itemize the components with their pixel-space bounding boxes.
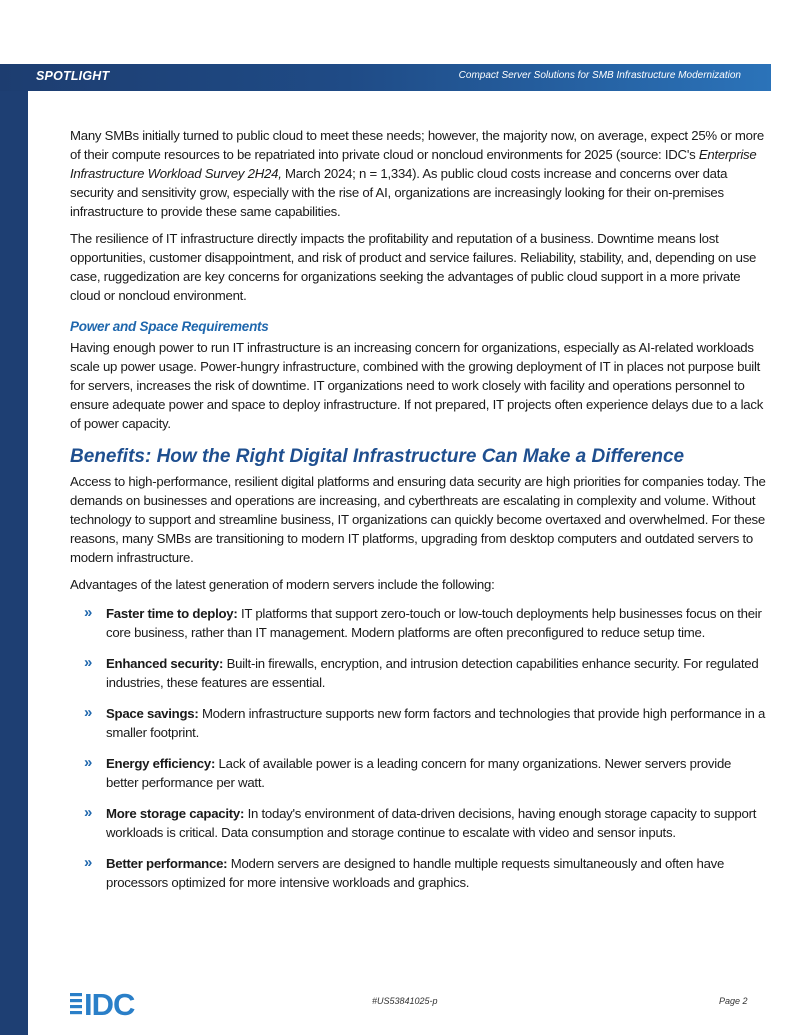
bullet-text: In today's environment of data-driven decisions, having enough storage capacity to support workloads is critical. Data consumption and storage continue to escalate with video and sensor inputs. xyxy=(106,806,757,840)
advantages-list xyxy=(70,604,766,892)
header-title: Compact Server Solutions for SMB Infrastructure Modernization xyxy=(458,70,741,81)
chevron-bullet-icon: » xyxy=(84,804,93,821)
bullet-text: Lack of available power is a leading concern for many organizations. Newer servers provide better performance per watt. xyxy=(106,756,732,790)
bullet-term: Space savings: xyxy=(106,706,199,721)
bullet-term: Faster time to deploy: xyxy=(106,606,238,621)
bullet-term: More storage capacity: xyxy=(106,806,245,821)
list-item xyxy=(70,704,766,742)
paragraph-repatriation: Many SMBs initially turned to public cloud to meet these needs; however, the majority now, on average, expect 25% or more of their compute resources to be repatriated into private cloud or noncloud environments for 2025 (source: IDC's Enterprise Infrastructure Workload Survey 2H24, March 2024; n = 1,334). As public cloud costs increase and concerns over data security and sensitivity grow, especially with the rise of AI, organizations are increasingly looking for their on-premises infrastructure to provide these same capabilities. xyxy=(70,128,764,219)
chevron-bullet-icon: » xyxy=(84,654,93,671)
bullet-term: Enhanced security: xyxy=(106,656,224,671)
bullet-term: Better performance: xyxy=(106,856,228,871)
chevron-bullet-icon: » xyxy=(84,854,93,871)
document-body xyxy=(70,126,766,904)
bullet-text: Built-in firewalls, encryption, and intrusion detection capabilities enhance security. For regulated industries, these features are essential. xyxy=(106,656,759,690)
paragraph-power: Having enough power to run IT infrastructure is an increasing concern for organizations, especially as AI-related workloads scale up power usage. Power-hungry infrastructure, combined with the growing deployment of IT in places not purpose built for servers, increases the risk of downtime. IT organizations need to work closely with facility and operations personnel to ensure adequate power and space to deploy infrastructure. If not prepared, IT projects often experience delays due to a lack of power capacity. xyxy=(70,340,764,431)
chevron-bullet-icon: » xyxy=(84,754,93,771)
paragraph-benefits: Access to high-performance, resilient digital platforms and ensuring data security are high priorities for companies today. The demands on businesses and operations are increasing, and cyberthreats are escalating in complexity and volume. Without technology to support and streamline business, IT organizations can quickly become overtaxed and overwhelmed. For these reasons, many SMBs are transitioning to modern IT platforms, upgrading from desktop computers and outdated servers to modern infrastructure. xyxy=(70,474,766,565)
bullet-term: Energy efficiency: xyxy=(106,756,216,771)
list-item xyxy=(70,754,766,792)
bullet-text: Modern servers are designed to handle multiple requests simultaneously and often have processors optimized for more intensive workloads and graphics. xyxy=(106,856,725,890)
section-heading-benefits: Benefits: How the Right Digital Infrastructure Can Make a Difference xyxy=(70,446,685,467)
list-item xyxy=(70,604,766,642)
bullet-text: Modern infrastructure supports new form factors and technologies that provide high performance in a smaller footprint. xyxy=(106,706,766,740)
survey-citation: Enterprise Infrastructure Workload Survey 2H24, xyxy=(70,147,757,181)
list-item xyxy=(70,804,766,842)
paragraph-advantages-intro: Advantages of the latest generation of modern servers include the following: xyxy=(70,577,495,592)
idc-logo xyxy=(70,987,162,1024)
paragraph-resilience: The resilience of IT infrastructure directly impacts the profitability and reputation of a business. Downtime means lost opportunities, customer disappointment, and risk of product and service failures. Reliability, stability, and, depending on use case, ruggedization are key concerns for organizations seeking the advantages of public cloud support in a more private cloud or noncloud environment. xyxy=(70,231,757,303)
list-item xyxy=(70,654,766,692)
page-header xyxy=(0,64,771,91)
header-label: SPOTLIGHT xyxy=(36,69,110,83)
bullet-text: IT platforms that support zero-touch or low-touch deployments help businesses focus on their core business, rather than IT management. Modern platforms are often preconfigured to reduce setup time. xyxy=(106,606,762,640)
idc-logo-text: IDC xyxy=(84,987,135,1019)
left-accent-bar xyxy=(0,64,28,1035)
list-item xyxy=(70,854,766,892)
page-number: Page 2 xyxy=(719,996,748,1006)
chevron-bullet-icon: » xyxy=(84,704,93,721)
subheading-power-space: Power and Space Requirements xyxy=(70,319,269,334)
document-id: #US53841025-p xyxy=(372,996,438,1006)
chevron-bullet-icon: » xyxy=(84,604,93,621)
